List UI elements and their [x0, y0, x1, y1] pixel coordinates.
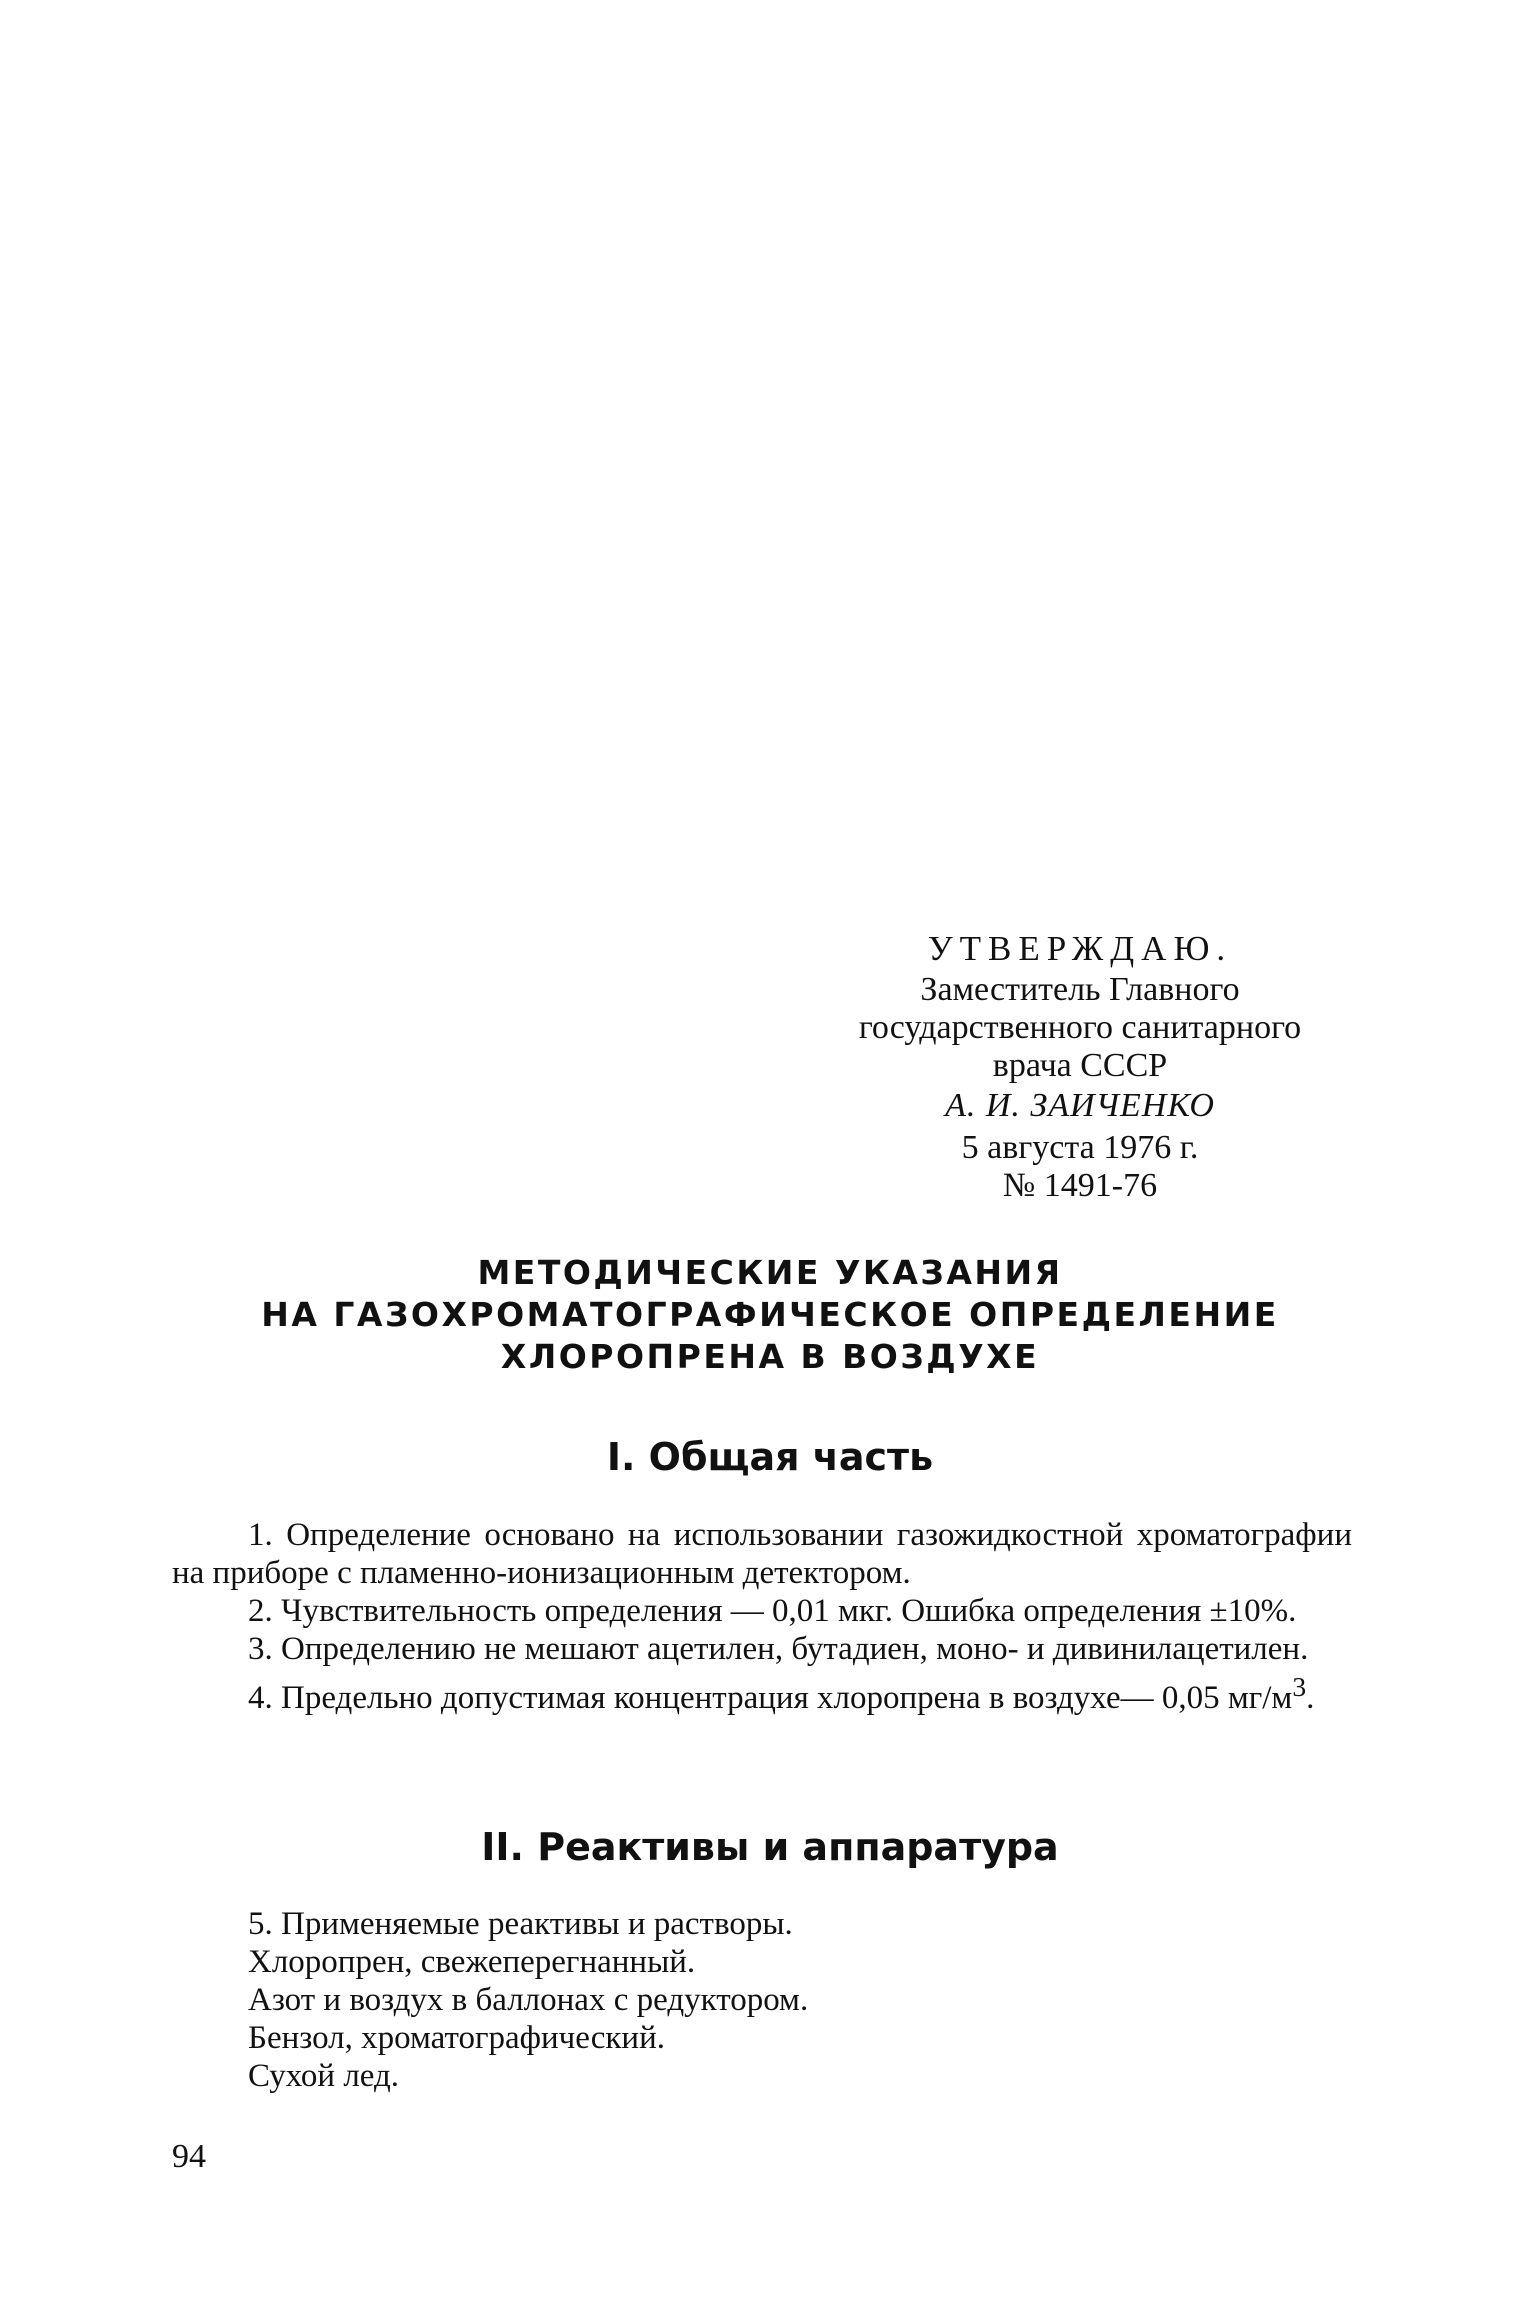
paragraph-4: [172, 1668, 1352, 1717]
paragraph-4-text: 4. Предельно допустимая концентрация хлоропрена в воздухе— 0,05 мг/м: [248, 1680, 1293, 1716]
title-line-1: МЕТОДИЧЕСКИЕ УКАЗАНИЯ: [477, 1253, 1063, 1292]
section-2-heading: II. Реактивы и аппаратура: [481, 1825, 1059, 1869]
title-line-2: НА ГАЗОХРОМАТОГРАФИЧЕСКОЕ ОПРЕДЕЛЕНИЕ: [261, 1295, 1279, 1334]
paragraph-4-end: .: [1306, 1680, 1315, 1716]
approval-position-line-3: врача СССР: [992, 1047, 1168, 1084]
reagents-line-3: Азот и воздух в баллонах с редуктором.: [248, 1982, 809, 2018]
paragraph-3: 3. Определению не мешают ацетилен, бутадиен, моно- и дивинилацетилен.: [248, 1631, 1309, 1667]
page-number: 94: [172, 2138, 206, 2175]
approval-block: [820, 930, 1340, 1205]
paragraph-4-superscript: 3: [1292, 1671, 1307, 1702]
approval-position-line-1: Заместитель Главного: [920, 971, 1240, 1008]
reagents-line-4: Бензол, хроматографический.: [248, 2020, 665, 2056]
document-title: [180, 1252, 1360, 1378]
approval-signer: А. И. ЗАИЧЕНКО: [945, 1087, 1215, 1124]
section-1-body: [172, 1516, 1352, 1717]
section-2-body: [172, 1905, 1352, 2095]
reagents-line-2: Хлоропрен, свежеперегнанный.: [248, 1944, 696, 1980]
reagents-line-5: Сухой лед.: [248, 2058, 400, 2094]
approval-number: № 1491-76: [1002, 1167, 1158, 1204]
paragraph-2: 2. Чувствительность определения — 0,01 мкг. Ошибка определения ±10%.: [248, 1593, 1297, 1629]
approval-date: 5 августа 1976 г.: [961, 1129, 1199, 1166]
approval-heading: УТВЕРЖДАЮ.: [927, 929, 1233, 968]
reagents-line-1: 5. Применяемые реактивы и растворы.: [248, 1906, 793, 1942]
title-line-3: ХЛОРОПРЕНА В ВОЗДУХЕ: [500, 1337, 1040, 1376]
paragraph-1: 1. Определение основано на использовании газожидкостной хроматографии на приборе с пламенно-ионизационным детектором.: [172, 1517, 1352, 1591]
section-1-heading: I. Общая часть: [606, 1435, 934, 1479]
approval-position-line-2: государственного санитарного: [858, 1009, 1302, 1046]
